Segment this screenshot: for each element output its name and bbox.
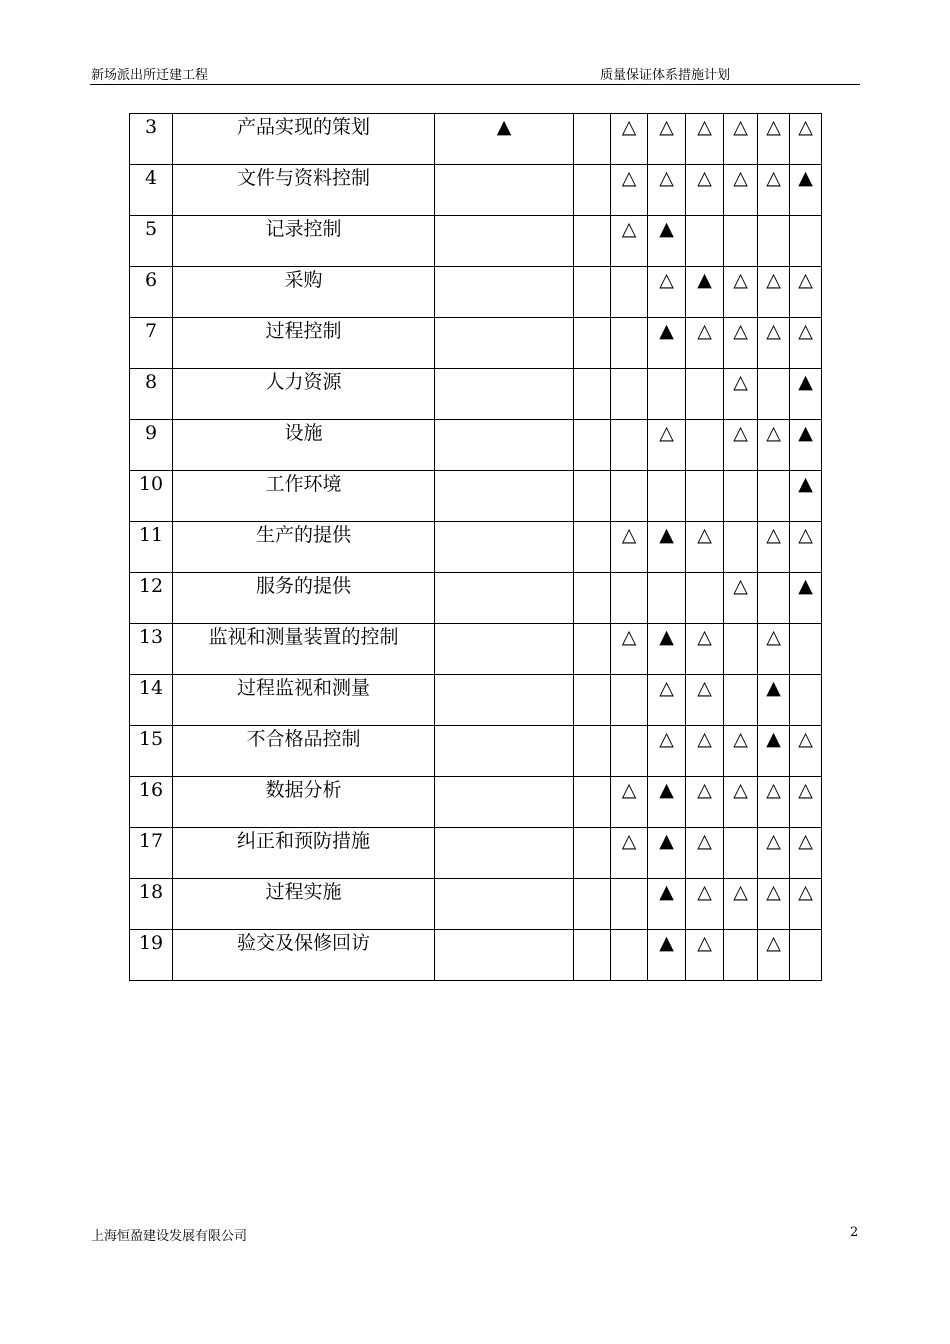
responsibility-mark: △ [790, 114, 822, 165]
table-row [130, 828, 822, 879]
responsibility-mark: △ [758, 828, 790, 879]
responsibility-mark [611, 930, 648, 981]
responsibility-mark [574, 930, 611, 981]
responsibility-mark: △ [758, 522, 790, 573]
row-number: 16 [130, 777, 173, 828]
footer-company-name: 上海恒盈建设发展有限公司 [91, 1229, 248, 1244]
responsibility-mark: ▲ [435, 114, 574, 165]
responsibility-mark [435, 471, 574, 522]
footer-page-number: 2 [850, 1225, 859, 1240]
matrix-body [130, 114, 822, 981]
responsibility-mark: △ [758, 879, 790, 930]
responsibility-mark [435, 828, 574, 879]
responsibility-mark: △ [790, 267, 822, 318]
responsibility-mark: △ [724, 267, 758, 318]
table-row [130, 420, 822, 471]
row-number: 18 [130, 879, 173, 930]
responsibility-mark: ▲ [648, 879, 686, 930]
responsibility-mark: △ [724, 369, 758, 420]
table-row [130, 522, 822, 573]
responsibility-mark: ▲ [790, 369, 822, 420]
responsibility-mark: ▲ [790, 573, 822, 624]
row-number: 12 [130, 573, 173, 624]
responsibility-mark [574, 879, 611, 930]
responsibility-mark: △ [686, 879, 724, 930]
process-name: 过程实施 [173, 879, 435, 930]
process-name: 过程控制 [173, 318, 435, 369]
responsibility-mark: △ [758, 114, 790, 165]
responsibility-mark: △ [758, 624, 790, 675]
process-name: 文件与资料控制 [173, 165, 435, 216]
responsibility-mark [611, 675, 648, 726]
process-name: 人力资源 [173, 369, 435, 420]
responsibility-matrix-table [129, 113, 822, 981]
responsibility-mark [574, 267, 611, 318]
row-number: 9 [130, 420, 173, 471]
responsibility-mark [790, 216, 822, 267]
responsibility-mark: △ [758, 318, 790, 369]
responsibility-mark [724, 216, 758, 267]
row-number: 14 [130, 675, 173, 726]
responsibility-mark: △ [686, 522, 724, 573]
process-name: 验交及保修回访 [173, 930, 435, 981]
responsibility-mark [611, 318, 648, 369]
responsibility-mark: △ [790, 522, 822, 573]
responsibility-mark: △ [611, 165, 648, 216]
process-name: 设施 [173, 420, 435, 471]
responsibility-mark: △ [790, 726, 822, 777]
responsibility-mark [435, 267, 574, 318]
responsibility-mark: △ [790, 828, 822, 879]
responsibility-mark [686, 420, 724, 471]
responsibility-mark [611, 369, 648, 420]
responsibility-mark [574, 828, 611, 879]
process-name: 过程监视和测量 [173, 675, 435, 726]
header-rule [90, 84, 860, 85]
responsibility-mark: △ [686, 165, 724, 216]
responsibility-mark: △ [648, 420, 686, 471]
responsibility-mark: ▲ [790, 165, 822, 216]
responsibility-mark: △ [611, 114, 648, 165]
row-number: 5 [130, 216, 173, 267]
responsibility-mark [574, 726, 611, 777]
table-row [130, 726, 822, 777]
row-number: 13 [130, 624, 173, 675]
responsibility-mark: △ [686, 114, 724, 165]
responsibility-mark: ▲ [648, 318, 686, 369]
responsibility-mark: △ [686, 318, 724, 369]
responsibility-mark: △ [648, 726, 686, 777]
responsibility-mark [790, 675, 822, 726]
table-row [130, 624, 822, 675]
responsibility-mark [435, 165, 574, 216]
responsibility-mark: △ [724, 573, 758, 624]
responsibility-mark: △ [724, 114, 758, 165]
process-name: 记录控制 [173, 216, 435, 267]
table-row [130, 369, 822, 420]
responsibility-mark: ▲ [686, 267, 724, 318]
responsibility-mark [574, 522, 611, 573]
responsibility-mark [574, 420, 611, 471]
responsibility-mark [611, 573, 648, 624]
responsibility-mark [435, 369, 574, 420]
responsibility-mark [686, 369, 724, 420]
responsibility-mark [724, 930, 758, 981]
responsibility-mark: △ [790, 318, 822, 369]
responsibility-mark [611, 879, 648, 930]
responsibility-mark: △ [686, 777, 724, 828]
responsibility-mark: △ [724, 726, 758, 777]
row-number: 11 [130, 522, 173, 573]
row-number: 15 [130, 726, 173, 777]
responsibility-mark [758, 369, 790, 420]
responsibility-mark [648, 471, 686, 522]
responsibility-mark: △ [686, 675, 724, 726]
responsibility-mark: ▲ [648, 777, 686, 828]
responsibility-mark [435, 675, 574, 726]
responsibility-mark: ▲ [648, 828, 686, 879]
table-row [130, 216, 822, 267]
responsibility-mark [686, 573, 724, 624]
responsibility-mark [790, 624, 822, 675]
responsibility-mark: △ [790, 777, 822, 828]
row-number: 10 [130, 471, 173, 522]
responsibility-mark [574, 624, 611, 675]
row-number: 17 [130, 828, 173, 879]
responsibility-mark: △ [758, 930, 790, 981]
row-number: 4 [130, 165, 173, 216]
responsibility-mark [435, 624, 574, 675]
responsibility-mark: △ [611, 777, 648, 828]
process-name: 产品实现的策划 [173, 114, 435, 165]
responsibility-mark [435, 726, 574, 777]
responsibility-mark [435, 930, 574, 981]
responsibility-mark [611, 471, 648, 522]
table-row [130, 930, 822, 981]
responsibility-mark: △ [648, 114, 686, 165]
responsibility-mark: ▲ [648, 930, 686, 981]
responsibility-mark [435, 573, 574, 624]
process-name: 采购 [173, 267, 435, 318]
table-row [130, 879, 822, 930]
row-number: 6 [130, 267, 173, 318]
responsibility-mark: △ [686, 828, 724, 879]
responsibility-mark: ▲ [648, 522, 686, 573]
responsibility-mark [574, 471, 611, 522]
responsibility-mark [435, 879, 574, 930]
responsibility-mark [574, 165, 611, 216]
responsibility-mark: △ [724, 879, 758, 930]
responsibility-mark [724, 471, 758, 522]
process-name: 工作环境 [173, 471, 435, 522]
responsibility-mark: △ [611, 522, 648, 573]
process-name: 不合格品控制 [173, 726, 435, 777]
process-name: 监视和测量装置的控制 [173, 624, 435, 675]
process-name: 纠正和预防措施 [173, 828, 435, 879]
responsibility-mark [435, 777, 574, 828]
responsibility-mark: ▲ [758, 726, 790, 777]
responsibility-mark [724, 522, 758, 573]
responsibility-mark [574, 675, 611, 726]
table-row [130, 471, 822, 522]
table-row [130, 777, 822, 828]
responsibility-mark: △ [686, 624, 724, 675]
responsibility-mark: △ [758, 420, 790, 471]
responsibility-mark: △ [611, 216, 648, 267]
table-row [130, 165, 822, 216]
responsibility-mark [686, 471, 724, 522]
table-row [130, 675, 822, 726]
responsibility-mark [574, 216, 611, 267]
row-number: 8 [130, 369, 173, 420]
responsibility-mark: △ [724, 420, 758, 471]
responsibility-mark: △ [648, 267, 686, 318]
row-number: 3 [130, 114, 173, 165]
responsibility-mark [574, 573, 611, 624]
responsibility-mark [435, 318, 574, 369]
responsibility-mark [686, 216, 724, 267]
responsibility-mark: △ [648, 675, 686, 726]
responsibility-mark [611, 267, 648, 318]
table-row [130, 318, 822, 369]
responsibility-mark: △ [648, 165, 686, 216]
row-number: 7 [130, 318, 173, 369]
table-row [130, 573, 822, 624]
responsibility-mark [435, 216, 574, 267]
process-name: 生产的提供 [173, 522, 435, 573]
responsibility-mark [611, 726, 648, 777]
responsibility-mark [574, 777, 611, 828]
row-number: 19 [130, 930, 173, 981]
table-row [130, 114, 822, 165]
header-document-title: 质量保证体系措施计划 [600, 68, 731, 83]
responsibility-mark [574, 369, 611, 420]
responsibility-mark: ▲ [790, 420, 822, 471]
process-name: 服务的提供 [173, 573, 435, 624]
responsibility-mark [724, 675, 758, 726]
responsibility-mark [435, 420, 574, 471]
responsibility-mark: △ [686, 726, 724, 777]
responsibility-mark: △ [611, 624, 648, 675]
responsibility-mark [758, 573, 790, 624]
responsibility-mark [435, 522, 574, 573]
responsibility-mark [574, 114, 611, 165]
responsibility-mark [724, 624, 758, 675]
process-name: 数据分析 [173, 777, 435, 828]
responsibility-mark: △ [724, 777, 758, 828]
responsibility-mark: △ [724, 165, 758, 216]
responsibility-mark: △ [686, 930, 724, 981]
responsibility-mark: △ [758, 165, 790, 216]
header-project-name: 新场派出所迁建工程 [91, 68, 209, 83]
table-row [130, 267, 822, 318]
responsibility-mark [790, 930, 822, 981]
responsibility-mark: △ [790, 879, 822, 930]
responsibility-mark [648, 573, 686, 624]
responsibility-mark: ▲ [648, 624, 686, 675]
responsibility-mark: ▲ [648, 216, 686, 267]
responsibility-mark: ▲ [758, 675, 790, 726]
responsibility-mark [574, 318, 611, 369]
responsibility-mark [758, 471, 790, 522]
responsibility-mark: △ [758, 267, 790, 318]
responsibility-mark: △ [611, 828, 648, 879]
responsibility-mark: △ [724, 318, 758, 369]
responsibility-mark: △ [758, 777, 790, 828]
responsibility-mark [648, 369, 686, 420]
responsibility-mark [611, 420, 648, 471]
responsibility-mark [724, 828, 758, 879]
responsibility-mark [758, 216, 790, 267]
responsibility-mark: ▲ [790, 471, 822, 522]
